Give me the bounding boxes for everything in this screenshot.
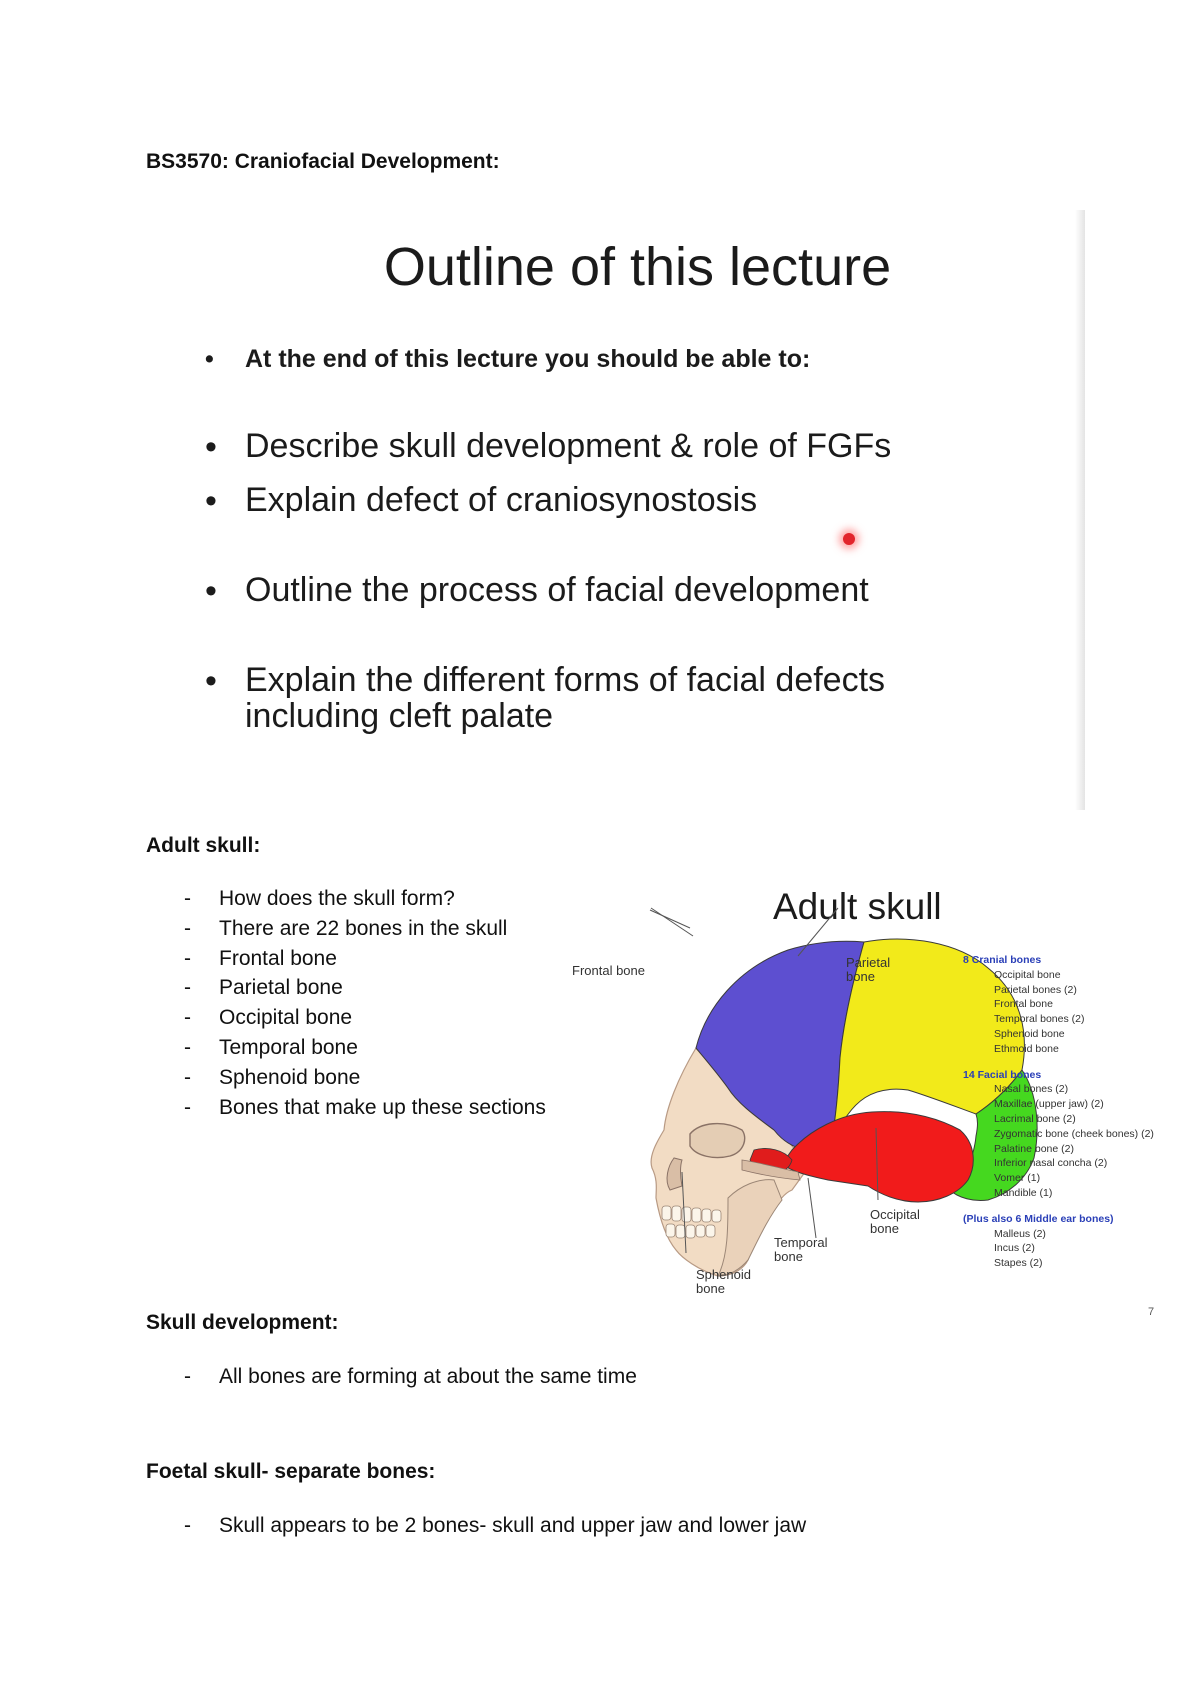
list-item <box>184 1362 637 1392</box>
foetal-skull-heading: Foetal skull- separate bones: <box>146 1460 436 1483</box>
sphenoid-label: Sphenoid bone <box>696 1267 751 1296</box>
dash-icon: - <box>184 1065 191 1089</box>
list-item: Palatine bone (2) <box>994 1142 1074 1155</box>
slide-edge-shadow <box>1075 210 1085 810</box>
list-item <box>184 1093 564 1123</box>
parietal-label: Parietal bone <box>846 955 891 984</box>
dash-icon: - <box>184 1514 191 1537</box>
bone-count-list <box>963 953 1183 1271</box>
list-item: Ethmoid bone <box>994 1042 1059 1055</box>
list-item <box>184 1003 564 1033</box>
adult-skull-slide <box>572 868 1183 1318</box>
skull-development-heading: Skull development: <box>146 1311 339 1334</box>
list-item <box>184 973 564 1003</box>
list-item-text: There are 22 bones in the skull <box>219 916 508 940</box>
dash-icon: - <box>184 887 191 910</box>
list-item-text: Bones that make up these sections <box>219 1095 546 1119</box>
adult-skull-list <box>184 884 564 1122</box>
list-item: Sphenoid bone <box>994 1027 1065 1040</box>
dash-icon: - <box>184 916 191 940</box>
list-item: Temporal bones (2) <box>994 1013 1085 1026</box>
list-item-text: Occipital bone <box>219 1006 353 1030</box>
temporal-label: Temporal bone <box>774 1235 828 1264</box>
list-item <box>184 1511 806 1541</box>
outline-slide <box>190 210 1085 810</box>
objective-text: Describe skull development & role of FGFs <box>245 427 892 465</box>
list-item: Nasal bones (2) <box>994 1083 1069 1096</box>
dash-icon: - <box>184 946 191 970</box>
list-item: Lacrimal bone (2) <box>994 1112 1076 1125</box>
list-item <box>184 884 564 914</box>
dash-icon: - <box>184 976 191 1000</box>
skull-development-list <box>184 1362 637 1392</box>
intro-text: At the end of this lecture you should be able to: <box>245 345 811 373</box>
slide-title: Outline of this lecture <box>383 237 892 297</box>
objective-text: Explain defect of craniosynostosis <box>245 481 758 519</box>
list-item: Parietal bones (2) <box>994 983 1077 996</box>
facial-heading: 14 Facial bones <box>963 1068 1042 1081</box>
list-item-text: Skull appears to be 2 bones- skull and upper jaw and lower jaw <box>219 1514 807 1537</box>
list-item: Inferior nasal concha (2) <box>994 1157 1108 1170</box>
list-item: Occipital bone <box>994 968 1061 981</box>
list-item-text: Temporal bone <box>219 1035 358 1059</box>
list-item-text: Sphenoid bone <box>219 1065 361 1089</box>
list-item-text: Frontal bone <box>219 946 337 970</box>
middle-ear-heading: (Plus also 6 Middle ear bones) <box>963 1212 1114 1225</box>
bullet-dot-icon: • <box>205 345 214 373</box>
bullet-dot-icon: • <box>205 572 217 610</box>
foetal-skull-list <box>184 1511 806 1541</box>
slide-number: 7 <box>1148 1306 1155 1318</box>
list-item: Frontal bone <box>994 998 1053 1011</box>
list-item: Maxillae (upper jaw) (2) <box>994 1098 1104 1111</box>
list-item-text: All bones are forming at about the same time <box>219 1365 637 1388</box>
dash-icon: - <box>184 1035 191 1059</box>
list-item <box>184 1063 564 1093</box>
list-item: Vomer (1) <box>994 1172 1041 1185</box>
list-item: Incus (2) <box>994 1242 1035 1255</box>
bullet-dot-icon: • <box>205 428 217 466</box>
list-item-text: Parietal bone <box>219 976 343 1000</box>
list-item: Zygomatic bone (cheek bones) (2) <box>994 1127 1154 1140</box>
list-item: Malleus (2) <box>994 1227 1046 1240</box>
course-heading: BS3570: Craniofacial Development: <box>146 150 500 173</box>
adult-skull-heading: Adult skull: <box>146 834 261 857</box>
dash-icon: - <box>184 1006 191 1030</box>
list-item: Mandible (1) <box>994 1186 1053 1199</box>
list-item <box>184 914 564 944</box>
orbit-shape <box>690 1124 745 1158</box>
slide-title: Adult skull <box>773 886 942 927</box>
objective-text: Explain the different forms of facial defects including cleft palate <box>245 661 886 735</box>
list-item-text: How does the skull form? <box>219 887 455 910</box>
dash-icon: - <box>184 1095 191 1119</box>
bullet-dot-icon: • <box>205 482 217 520</box>
frontal-label: Frontal bone <box>572 963 645 978</box>
list-item <box>184 1033 564 1063</box>
laser-pointer-icon <box>843 533 855 545</box>
cranial-heading: 8 Cranial bones <box>963 954 1042 966</box>
bullet-dot-icon: • <box>205 662 217 700</box>
dash-icon: - <box>184 1365 191 1388</box>
objective-text: Outline the process of facial development <box>245 571 869 609</box>
list-item <box>184 944 564 974</box>
occipital-label: Occipital bone <box>870 1207 920 1236</box>
list-item: Stapes (2) <box>994 1257 1043 1270</box>
